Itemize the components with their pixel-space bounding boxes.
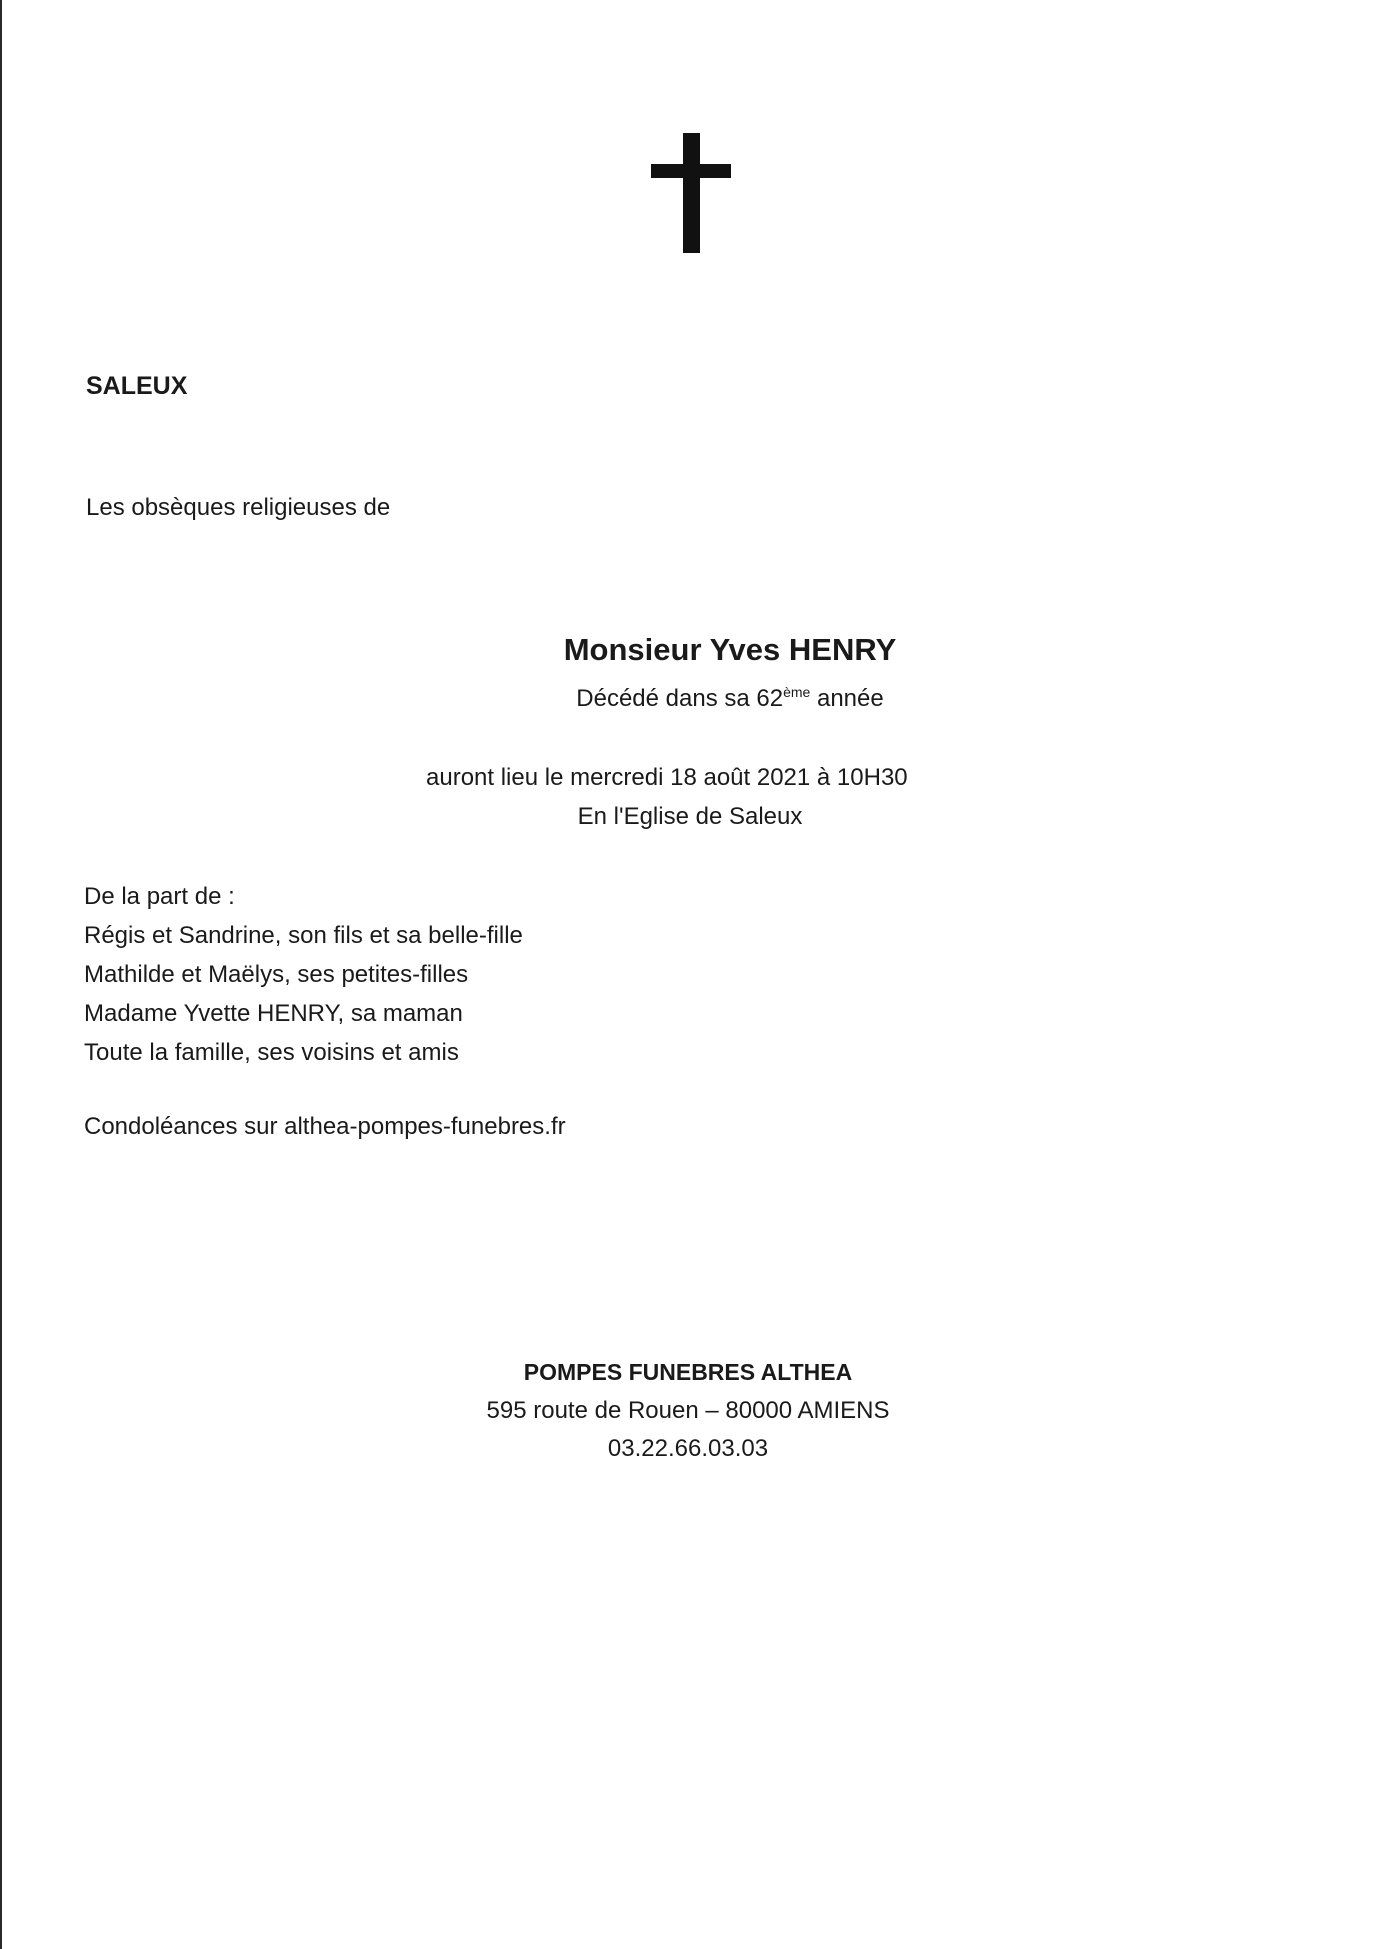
- ceremony-date: auront lieu le mercredi 18 août 2021 à 10H30: [426, 764, 908, 791]
- funeral-home-phone: 03.22.66.03.03: [607, 1435, 769, 1462]
- latin-cross-icon: [651, 133, 731, 253]
- age-suffix: année: [810, 685, 884, 712]
- funeral-home-address: 595 route de Rouen – 80000 AMIENS: [486, 1397, 890, 1424]
- town-heading: SALEUX: [86, 372, 188, 400]
- intro-text: Les obsèques religieuses de: [86, 494, 391, 521]
- ceremony-place: En l'Eglise de Saleux: [577, 803, 803, 830]
- family-heading: De la part de :: [84, 883, 235, 910]
- condolences-text: Condoléances sur althea-pompes-funebres.fr: [84, 1113, 566, 1140]
- age-line: [530, 684, 930, 714]
- family-section: [84, 877, 523, 1072]
- funeral-home-name: POMPES FUNEBRES ALTHEA: [523, 1359, 853, 1385]
- family-line: Toute la famille, ses voisins et amis: [84, 1039, 459, 1066]
- scan-edge: [0, 0, 2, 1949]
- deceased-name: Monsieur Yves HENRY: [563, 632, 897, 667]
- family-line: Régis et Sandrine, son fils et sa belle-fille: [84, 922, 523, 949]
- family-line: Mathilde et Maëlys, ses petites-filles: [84, 961, 469, 988]
- family-line: Madame Yvette HENRY, sa maman: [84, 1000, 463, 1027]
- age-prefix: Décédé dans sa 62: [576, 685, 784, 712]
- age-superscript: ème: [783, 684, 811, 700]
